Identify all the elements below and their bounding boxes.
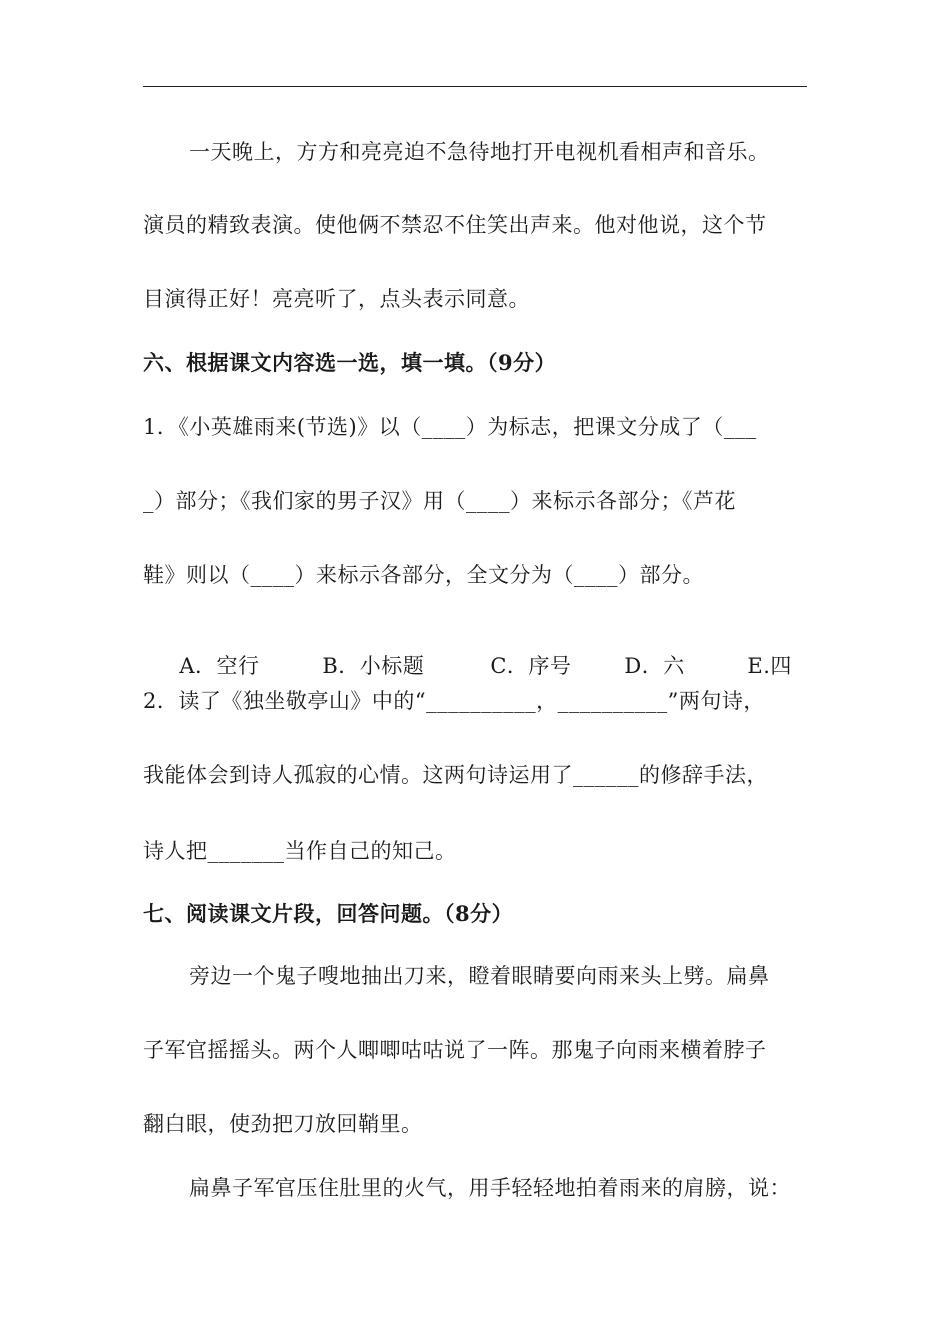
passage1-line-1: 一天晚上，方方和亮亮迫不急待地打开电视机看相声和音乐。 — [189, 140, 770, 164]
q1-line-3: 鞋》则以（____）来标示各部分，全文分为（____）部分。 — [143, 563, 704, 587]
q2-line-1: 2．读了《独坐敬亭山》中的“__________，__________”两句诗， — [143, 689, 765, 713]
option-d: D．六 — [624, 654, 685, 678]
section6-heading: 六、根据课文内容选一选，填一填。（9分） — [143, 350, 557, 375]
q1-line-2: _）部分；《我们家的男子汉》用（____）来标示各部分；《芦花 — [143, 489, 736, 513]
q1-line-1: 1．《小英雄雨来(节选)》以（____）为标志，把课文分成了（___ — [143, 415, 757, 439]
option-e: E.四 — [747, 654, 792, 678]
passage1-line-2: 演员的精致表演。使他俩不禁忍不住笑出声来。他对他说，这个节 — [143, 213, 767, 237]
section7-passage-line-3: 翻白眼，使劲把刀放回鞘里。 — [143, 1112, 423, 1136]
option-c: C．序号 — [490, 654, 572, 678]
section7-passage-line-2: 子军官摇摇头。两个人唧唧咕咕说了一阵。那鬼子向雨来横着脖子 — [143, 1038, 767, 1062]
header-rule — [143, 86, 807, 87]
section7-passage-line-4: 扁鼻子军官压住肚里的火气，用手轻轻地拍着雨来的肩膀，说： — [189, 1176, 791, 1200]
passage1-line-3: 目演得正好！亮亮听了，点头表示同意。 — [143, 287, 530, 311]
q2-line-2: 我能体会到诗人孤寂的心情。这两句诗运用了______的修辞手法， — [143, 763, 768, 787]
section7-heading: 七、阅读课文片段，回答问题。（8分） — [143, 901, 514, 926]
option-b: B．小标题 — [322, 654, 425, 678]
q2-line-3: 诗人把_______当作自己的知己。 — [143, 839, 457, 863]
section7-passage-line-1: 旁边一个鬼子嗖地抽出刀来，瞪着眼睛要向雨来头上劈。扁鼻 — [189, 964, 770, 988]
option-a: A．空行 — [179, 654, 260, 678]
options-row — [165, 624, 792, 680]
